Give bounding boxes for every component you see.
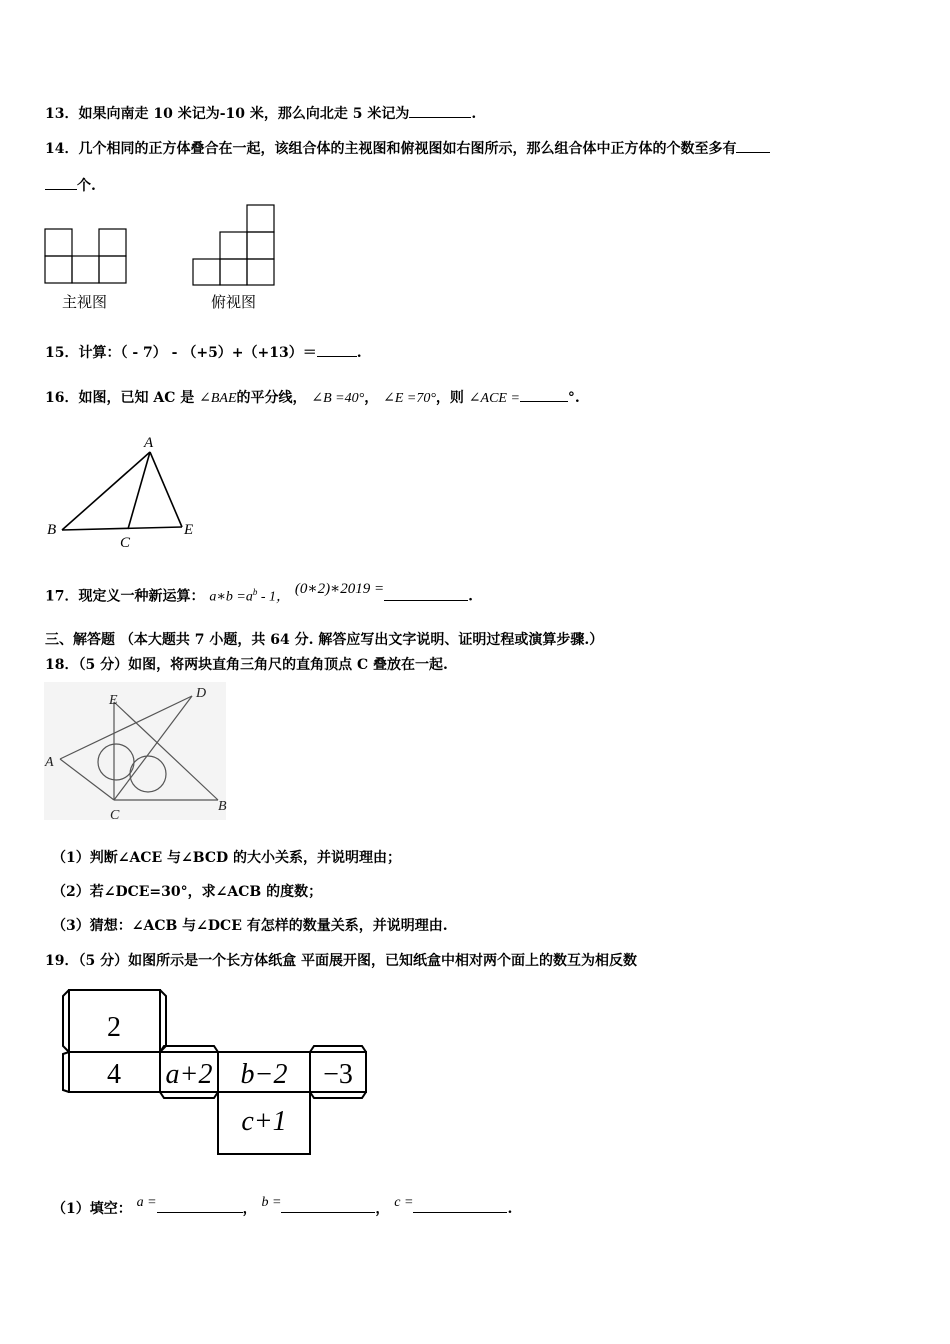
q16-triangle-figure (40, 430, 210, 552)
cell-left: 4 (107, 1059, 121, 1090)
label-d: D (196, 686, 207, 701)
q19-comma: ， (375, 1201, 390, 1217)
front-cell (99, 256, 126, 283)
q14-line (45, 138, 770, 159)
q16-line (45, 387, 580, 409)
front-cell (99, 229, 126, 256)
front-cell (45, 256, 72, 283)
q17-blank[interactable] (384, 586, 468, 601)
top-cell (220, 259, 247, 285)
q19-comma: ， (242, 1201, 257, 1217)
q14-end: 个. (77, 178, 96, 194)
q18-sub3: （3）猜想：∠ACB 与∠DCE 有怎样的数量关系，并说明理由. (52, 918, 448, 934)
q17-op: a∗b =a (209, 589, 253, 605)
label-b: B (218, 799, 227, 814)
top-cell (247, 259, 274, 285)
q16-prefix: 16．如图，已知 AC 是 (45, 390, 195, 406)
q15-blank[interactable] (317, 342, 357, 357)
top-cell (193, 259, 220, 285)
q15-line (45, 342, 362, 363)
top-view-figure (192, 204, 278, 286)
q14-blank-part1[interactable] (736, 138, 770, 153)
top-cell (247, 205, 274, 232)
q14-blank-part2[interactable] (45, 175, 77, 190)
q16-mid2: ，则 (435, 390, 464, 406)
q13-end: . (471, 106, 477, 122)
q16-blank[interactable] (520, 387, 568, 402)
top-cell (247, 232, 274, 259)
q19-fill-line (52, 1195, 513, 1220)
cell-c: c+1 (241, 1106, 287, 1137)
q14-line2 (45, 175, 96, 196)
q18-figure (44, 682, 234, 824)
label-c: C (120, 535, 131, 551)
q19-end: . (507, 1201, 513, 1217)
side-ae (150, 452, 182, 527)
q16-end: °. (567, 390, 580, 406)
q17-end: . (468, 588, 474, 605)
side-be (62, 527, 182, 530)
section3-heading: 三、解答题 （本大题共 7 小题，共 64 分. 解答应写出文字说明、证明过程或演算步骤.） (45, 632, 604, 648)
q19-c-label: c = (394, 1195, 414, 1210)
q17-prefix: 17．现定义一种新运算： (45, 588, 205, 605)
q17-op-end: - 1， (257, 589, 290, 605)
cell-b: b−2 (240, 1059, 288, 1090)
q19-b-blank[interactable] (281, 1198, 375, 1213)
q16-angle-b: ∠B =40° (311, 391, 365, 406)
cell-top: 2 (107, 1012, 121, 1043)
q19-text: 19．（5 分）如图所示是一个长方体纸盒 平面展开图，已知纸盒中相对两个面上的数互为相反数 (45, 953, 637, 969)
side-ab (62, 452, 150, 530)
cell-neg: −3 (323, 1059, 353, 1090)
q19-net-figure (60, 984, 375, 1160)
q19-c-blank[interactable] (413, 1198, 507, 1213)
front-view-figure (44, 228, 130, 286)
label-e: E (184, 522, 194, 538)
q16-angle-e: ∠E =70° (383, 391, 436, 406)
q15-text: 15．计算：（ - 7） - （+5）+（+13）＝ (45, 345, 317, 361)
q16-angle-ace: ∠ACE = (468, 391, 520, 406)
q18-figure-bg (44, 682, 226, 820)
top-view-caption: 俯视图 (211, 293, 257, 311)
top-cell (220, 232, 247, 259)
label-b: B (47, 522, 57, 538)
q17-exp: b (252, 587, 258, 597)
q17-expr: (0∗2)∗2019 = (294, 580, 385, 597)
side-ac (128, 452, 150, 529)
q13-blank[interactable] (409, 103, 471, 118)
label-a: A (45, 755, 54, 770)
q13-text: 13．如果向南走 10 米记为-10 米，那么向北走 5 米记为 (45, 106, 410, 122)
front-cell (72, 256, 99, 283)
q19-fill-prefix: （1）填空： (52, 1201, 132, 1217)
q14-text: 14．几个相同的正方体叠合在一起，该组合体的主视图和俯视图如右图所示，那么组合体中正方体的个数至多有 (45, 141, 737, 157)
q18-sub2: （2）若∠DCE=30°，求∠ACB 的度数； (52, 884, 323, 900)
q19-b-label: b = (261, 1195, 282, 1210)
q18-text: 18．（5 分）如图，将两块直角三角尺的直角顶点 C 叠放在一起. (45, 657, 448, 673)
q17-line (45, 582, 473, 608)
label-a: A (144, 435, 154, 451)
front-cell (45, 229, 72, 256)
front-view-caption: 主视图 (62, 293, 108, 311)
q19-a-label: a = (136, 1195, 157, 1210)
q16-angle-bae: ∠BAE (199, 391, 237, 406)
q13-line (45, 103, 476, 124)
q15-end: . (356, 345, 362, 361)
label-e: E (109, 693, 118, 708)
label-c: C (110, 808, 120, 823)
q18-sub1: （1）判断∠ACE 与∠BCD 的大小关系，并说明理由； (52, 850, 402, 866)
cell-a: a+2 (165, 1059, 213, 1090)
q19-a-blank[interactable] (157, 1198, 243, 1213)
q16-mid1: 的平分线， (236, 390, 307, 406)
q16-sep: ， (364, 390, 379, 406)
